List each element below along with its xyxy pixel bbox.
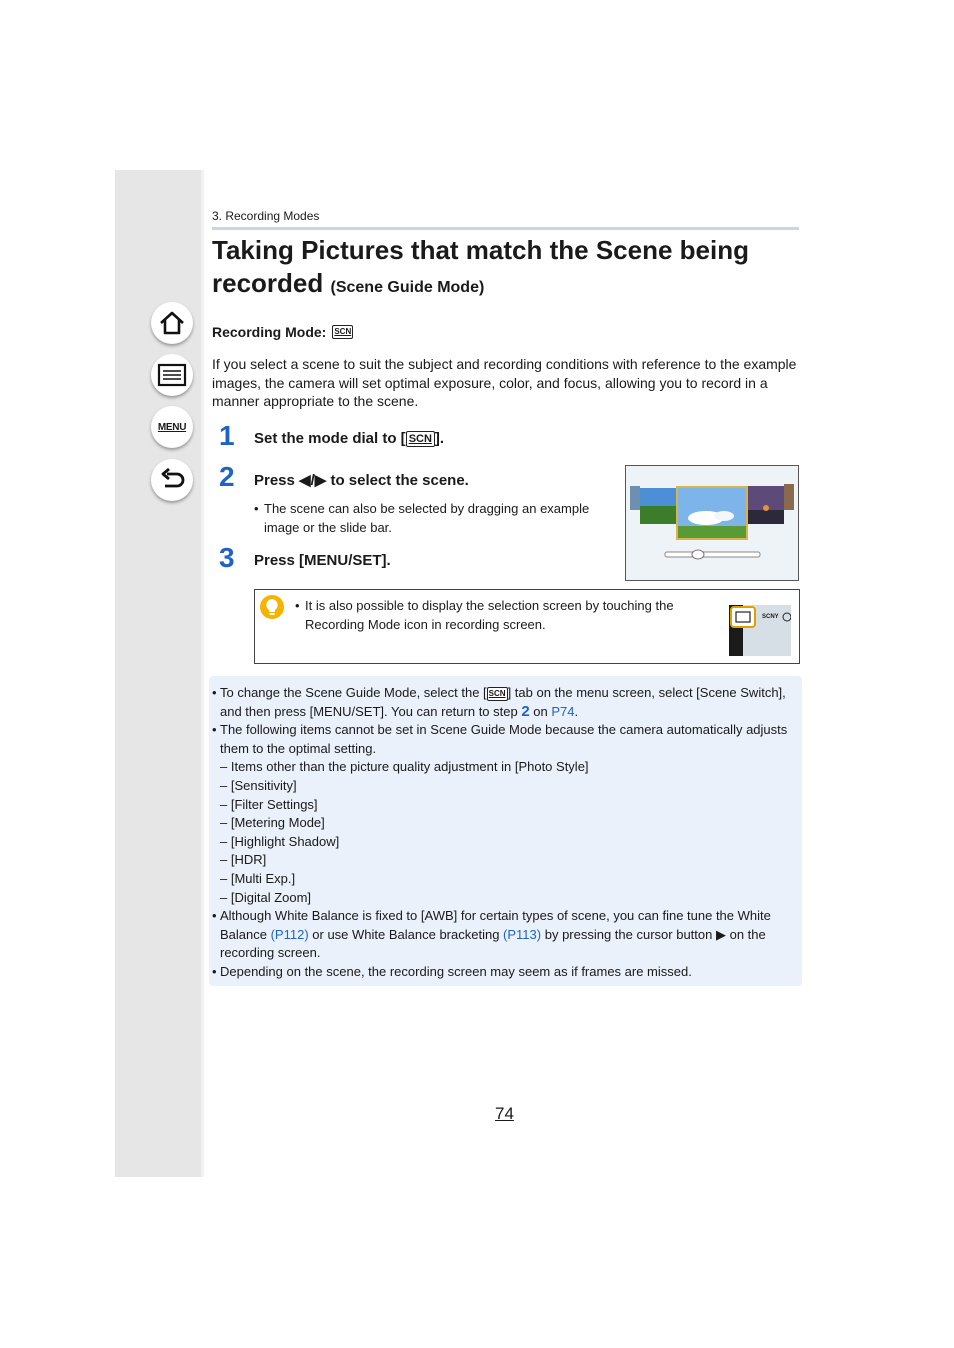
notes-box	[209, 676, 802, 986]
tip-text	[295, 597, 705, 634]
title-main: Taking Pictures that match the Scene being recorded	[212, 235, 749, 298]
menu-button[interactable]	[151, 406, 193, 448]
dash-item: – [Metering Mode]	[220, 815, 325, 831]
home-icon	[158, 309, 186, 337]
list-item	[212, 963, 794, 982]
bullet: •	[212, 908, 217, 924]
dash-item: – Items other than the picture quality adjustment in [Photo Style]	[220, 759, 589, 775]
step-number: 1	[219, 420, 235, 451]
note-1-text-c: on	[529, 703, 552, 719]
page-link-p74[interactable]: P74	[551, 703, 575, 719]
dash-item: – [Sensitivity]	[220, 777, 297, 793]
note-4-text: Depending on the scene, the recording screen may seem as if frames are missed.	[220, 963, 692, 979]
scn-mode-icon: SCN	[332, 325, 353, 339]
step-reference: 2	[521, 702, 530, 720]
scn-mode-icon: SCN	[406, 431, 435, 447]
bullet: •	[295, 598, 300, 613]
menu-label: MENU	[157, 421, 187, 433]
dash-item: – [Highlight Shadow]	[220, 833, 340, 849]
note-3-text-b: or use White Balance bracketing	[308, 926, 504, 942]
breadcrumb: 3. Recording Modes	[212, 209, 320, 223]
bullet: •	[212, 722, 217, 738]
tip-text-body: It is also possible to display the selection screen by touching the Recording Mode icon in recording screen.	[305, 598, 674, 632]
bullet: •	[254, 501, 259, 516]
page-link-p113[interactable]: (P113)	[503, 926, 542, 942]
step-1-text-before: Set the mode dial to [	[254, 430, 406, 447]
scene-mode-indicator: SCNY	[762, 614, 779, 620]
dash-item: – [Filter Settings]	[220, 796, 318, 812]
step-1-text-after: ].	[434, 430, 445, 447]
list-item	[212, 721, 794, 758]
scn-tab-icon: SCN	[487, 687, 508, 701]
dash-item: – [Multi Exp.]	[220, 870, 296, 886]
step-2-note	[254, 499, 614, 537]
note-3-text-c: by pressing the cursor button ▶ on the recording screen.	[220, 926, 766, 961]
list-icon	[157, 362, 187, 388]
list-item	[212, 684, 794, 721]
intro-paragraph: If you select a scene to suit the subject and recording conditions with reference to the example images, the camera will set optimal exposure, color, and focus, allowing you to record in a manner appropriate to the scene.	[212, 356, 797, 409]
dash-item: – [Digital Zoom]	[220, 889, 312, 905]
scene-selection-illustration	[626, 466, 798, 580]
note-1-text-a: To change the Scene Guide Mode, select the [	[220, 685, 487, 700]
contents-button[interactable]	[151, 354, 193, 396]
note-1-text-b: ] tab on the menu screen, select [Scene Switch], and then press [MENU/SET]. You can return to step	[220, 685, 786, 719]
breadcrumb-rule	[212, 227, 799, 230]
note-1-text-d: .	[574, 703, 579, 719]
list-item	[212, 907, 794, 963]
step-2-text: Press ◀/▶ to select the scene.	[254, 472, 469, 489]
sidebar-divider	[201, 170, 204, 1177]
recording-screen-thumbnail	[729, 605, 791, 656]
dash-item: – [HDR]	[220, 852, 267, 868]
recording-mode	[212, 324, 353, 340]
page-link-p112[interactable]: (P112)	[270, 926, 309, 942]
bullet: •	[212, 685, 217, 700]
note-3-text-a: Although White Balance is fixed to [AWB] for certain types of scene, you can fine tune the White Balance	[220, 908, 771, 942]
notes-list	[212, 684, 794, 982]
page-number: 74	[495, 1104, 514, 1123]
tip-box	[254, 589, 800, 664]
step-number: 2	[219, 461, 235, 492]
page-title	[212, 234, 802, 304]
home-button[interactable]	[151, 302, 193, 344]
bullet: •	[212, 963, 217, 979]
recording-mode-label: Recording Mode:	[212, 324, 327, 340]
step-3-text: Press [MENU/SET].	[254, 552, 391, 569]
step-number: 3	[219, 542, 235, 573]
step-1-text	[254, 430, 444, 447]
back-button[interactable]	[151, 459, 193, 501]
return-arrow-icon	[158, 466, 186, 494]
step-2-note-text: The scene can also be selected by dragging an example image or the slide bar.	[264, 501, 590, 535]
note-2-text: The following items cannot be set in Scene Guide Mode because the camera automatically adjusts them to the optimal setting.	[220, 722, 788, 756]
lightbulb-icon	[260, 595, 284, 619]
title-subtitle: (Scene Guide Mode)	[330, 279, 485, 296]
scene-selection-screen	[625, 465, 799, 581]
